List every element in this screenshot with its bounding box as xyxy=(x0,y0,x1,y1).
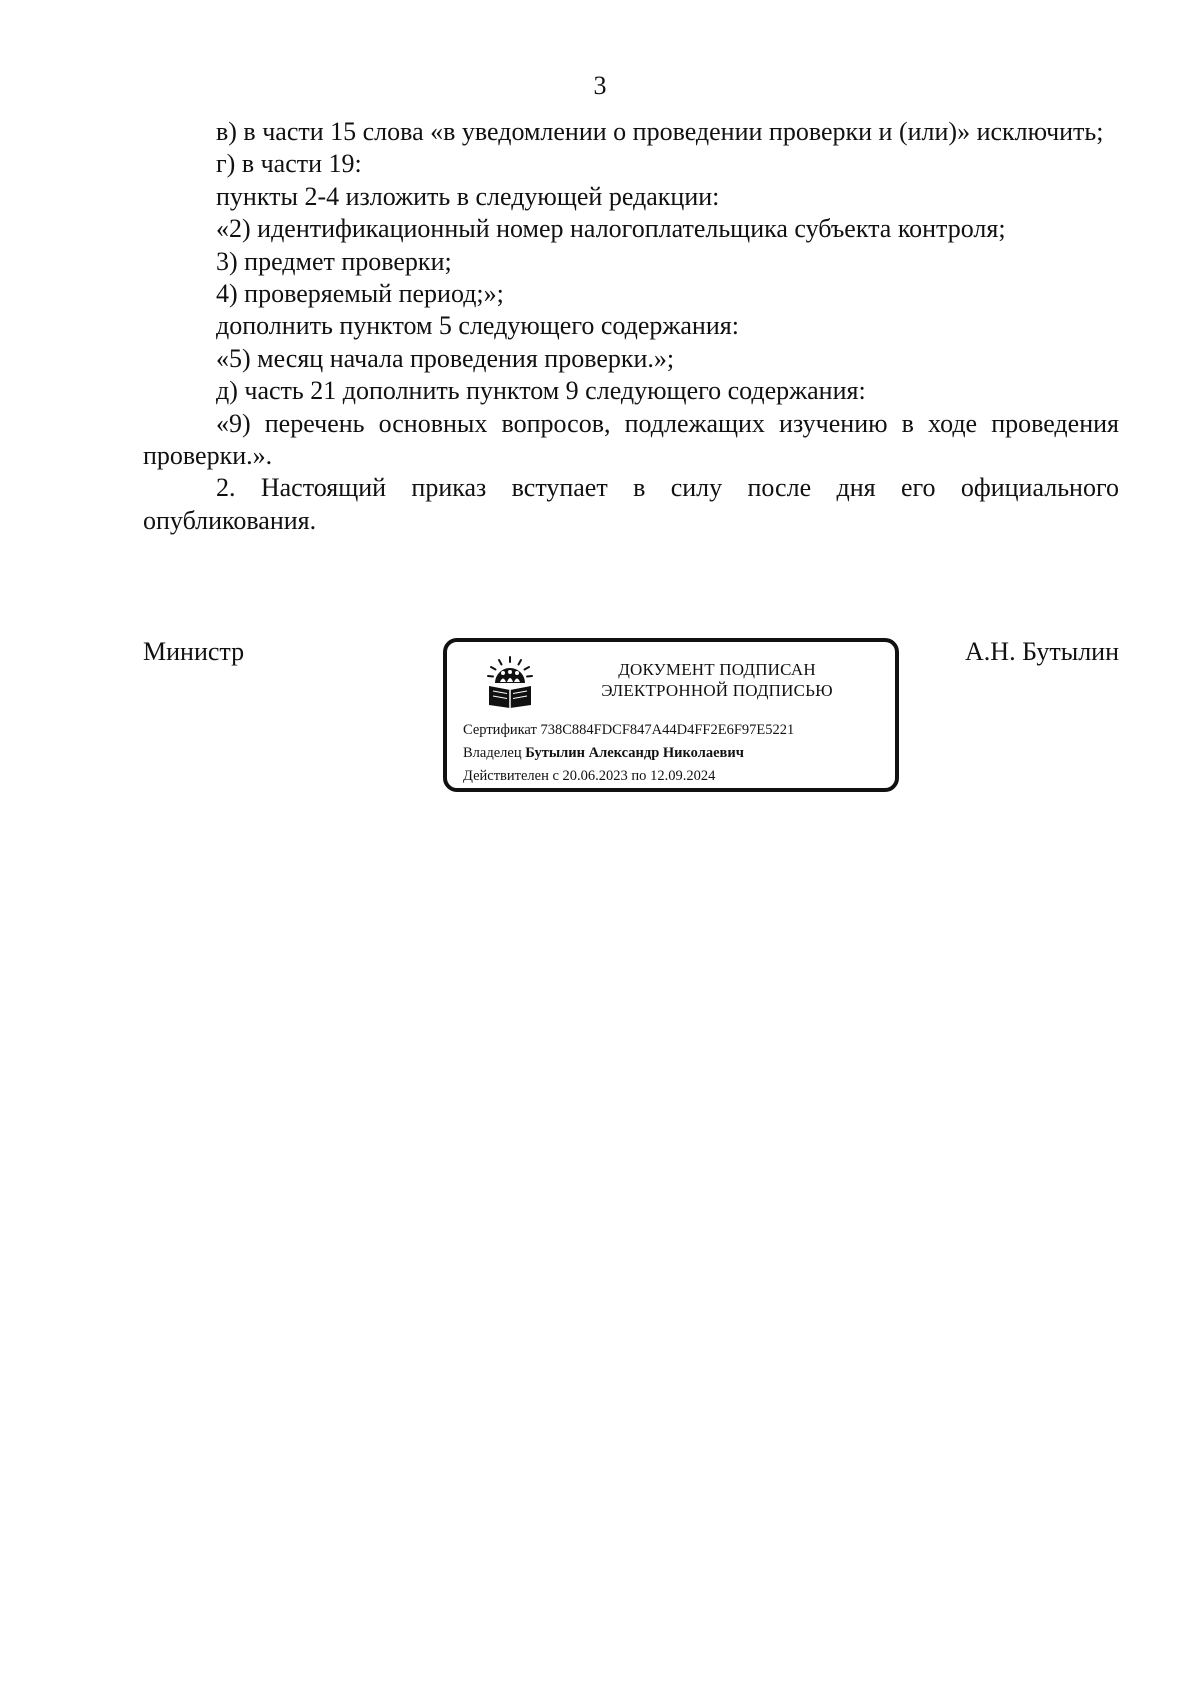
valid-to-label: по xyxy=(631,768,647,784)
owner-value: Бутылин Александр Николаевич xyxy=(525,745,744,761)
paragraph: 4) проверяемый период;»; xyxy=(216,279,504,309)
owner-label: Владелец xyxy=(463,745,522,761)
stamp-header-line: ДОКУМЕНТ ПОДПИСАН xyxy=(618,660,816,679)
stamp-header-line: ЭЛЕКТРОННОЙ ПОДПИСЬЮ xyxy=(601,681,833,700)
valid-to: 12.09.2024 xyxy=(650,768,716,784)
paragraph: «2) идентификационный номер налогоплательщика субъекта контроля; xyxy=(216,214,1006,244)
paragraph: г) в части 19: xyxy=(216,149,362,179)
paragraph: в) в части 15 слова «в уведомлении о проведении проверки и (или)» исключить; xyxy=(216,117,1104,146)
owner-line xyxy=(463,744,744,762)
paragraph: 3) предмет проверки; xyxy=(216,246,452,276)
document-body xyxy=(143,116,1119,537)
paragraph: дополнить пунктом 5 следующего содержания: xyxy=(216,311,739,341)
paragraph: д) часть 21 дополнить пунктом 9 следующего содержания: xyxy=(216,376,866,406)
signer-name: А.Н. Бутылин xyxy=(965,637,1119,666)
signer-title: Министр xyxy=(143,637,245,666)
paragraph: пункты 2-4 изложить в следующей редакции: xyxy=(216,181,720,211)
stamp-header xyxy=(547,659,887,701)
page-number: 3 xyxy=(593,71,607,100)
coat-of-arms-icon xyxy=(485,655,535,709)
certificate-value: 738C884FDCF847A44D4FF2E6F97E5221 xyxy=(540,722,795,738)
electronic-signature-stamp xyxy=(443,638,899,792)
paragraph: «9) перечень основных вопросов, подлежащих изучению в ходе проведения проверки.». xyxy=(143,408,1119,471)
validity-line xyxy=(463,767,715,785)
paragraph: «5) месяц начала проведения проверки.»; xyxy=(216,343,675,373)
certificate-label: Сертификат xyxy=(463,722,537,738)
valid-label: Действителен с xyxy=(463,768,559,784)
certificate-line xyxy=(463,721,794,739)
paragraph: 2. Настоящий приказ вступает в силу после дня его официального опубликования. xyxy=(143,473,1119,535)
valid-from: 20.06.2023 xyxy=(562,768,628,784)
